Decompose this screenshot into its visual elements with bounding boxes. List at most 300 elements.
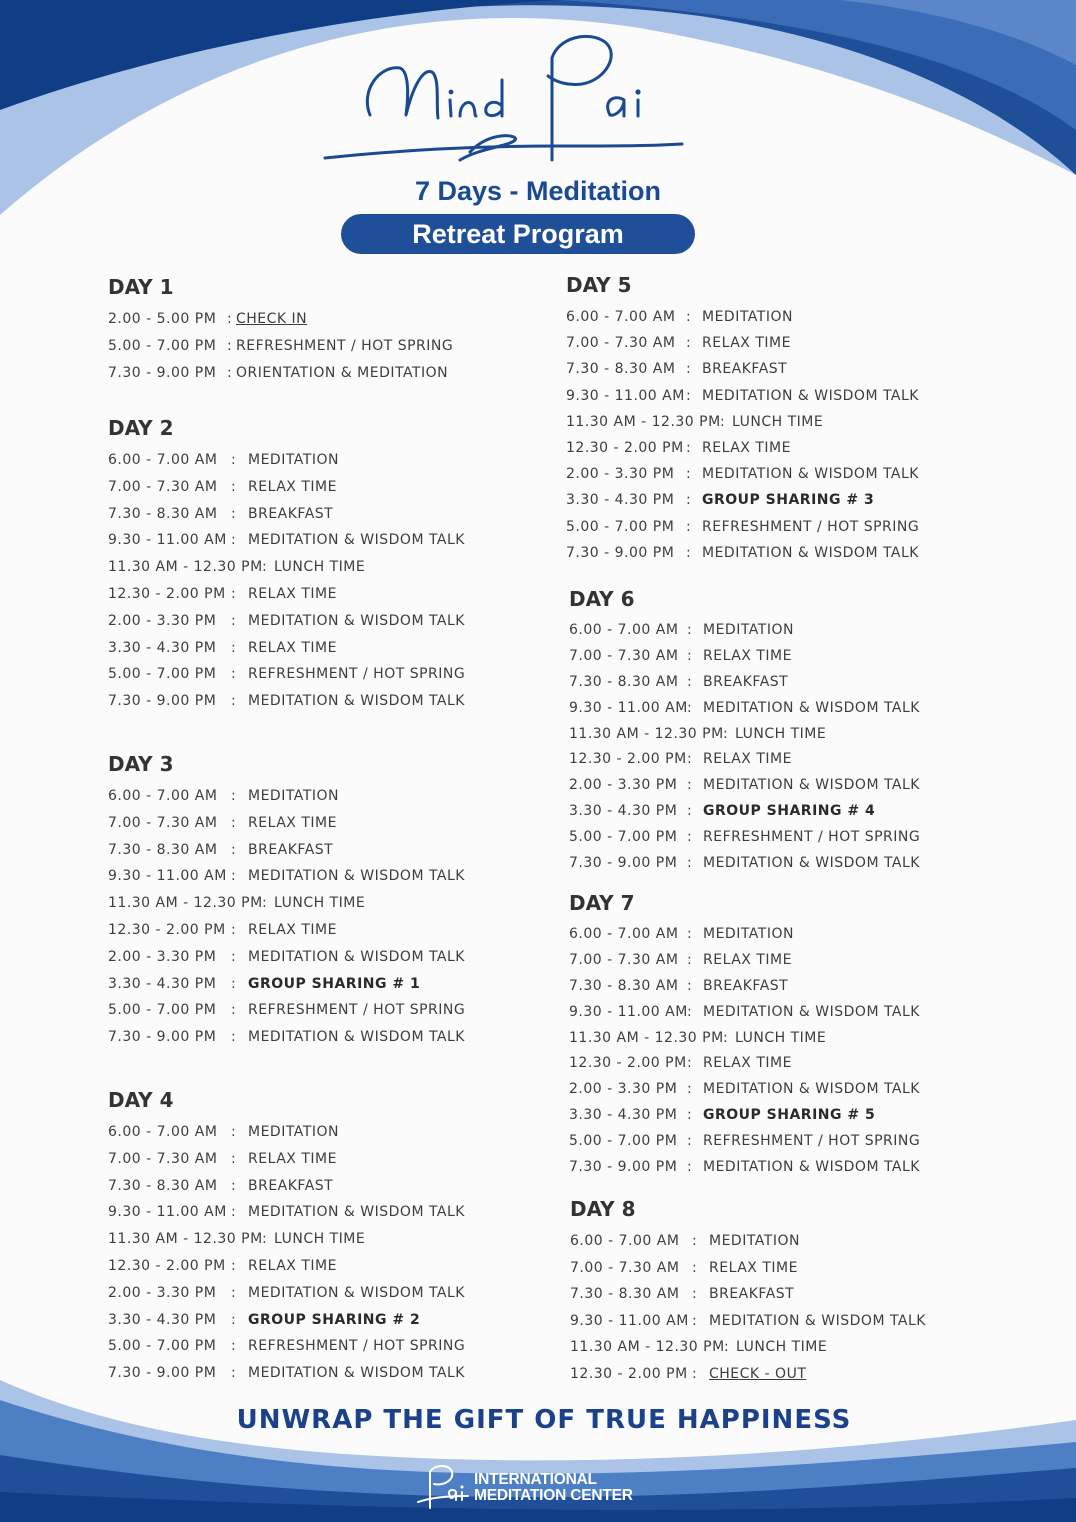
schedule-separator: : bbox=[231, 532, 237, 549]
schedule-time: 2.00 - 3.30 PM bbox=[569, 777, 678, 794]
schedule-activity: MEDITATION & WISDOM TALK bbox=[248, 948, 465, 965]
schedule-separator: : bbox=[687, 1081, 693, 1098]
schedule-separator: : bbox=[231, 788, 237, 804]
schedule-row bbox=[108, 447, 548, 474]
schedule-time: 9.30 - 11.00 AM bbox=[566, 387, 685, 404]
schedule-separator: : bbox=[687, 647, 693, 664]
schedule-separator: : bbox=[687, 926, 693, 942]
schedule-separator: : bbox=[692, 1259, 698, 1276]
schedule-time: 7.30 - 9.00 PM bbox=[108, 1029, 217, 1046]
pai-footer-logo-icon bbox=[416, 1462, 472, 1512]
schedule-row bbox=[569, 1103, 1009, 1129]
schedule-activity: RELAX TIME bbox=[703, 1055, 792, 1072]
schedule-activity: LUNCH TIME bbox=[736, 1339, 828, 1355]
schedule-activity: GROUP SHARING # 4 bbox=[703, 803, 876, 820]
schedule-separator: : bbox=[231, 1029, 237, 1046]
schedule-time: 5.00 - 7.00 PM bbox=[569, 829, 678, 846]
schedule-row bbox=[569, 1155, 1009, 1181]
schedule-row bbox=[566, 435, 1006, 461]
schedule-row bbox=[570, 1334, 1010, 1361]
schedule-time: 5.00 - 7.00 PM bbox=[569, 1133, 678, 1150]
schedule-activity: MEDITATION & WISDOM TALK bbox=[702, 387, 919, 404]
schedule-activity: MEDITATION bbox=[248, 452, 339, 468]
schedule-separator: : bbox=[687, 1159, 693, 1176]
schedule-activity: BREAKFAST bbox=[248, 1177, 334, 1194]
schedule-separator: : bbox=[692, 1312, 698, 1329]
schedule-activity: RELAX TIME bbox=[702, 439, 791, 456]
schedule-row bbox=[569, 747, 1009, 773]
schedule-separator: : bbox=[231, 868, 237, 885]
schedule-separator: : bbox=[686, 439, 692, 456]
schedule-row bbox=[570, 1281, 1010, 1308]
schedule-activity: BREAKFAST bbox=[248, 841, 334, 858]
schedule-time: 7.00 - 7.30 AM bbox=[108, 814, 218, 831]
schedule-separator: : bbox=[686, 387, 692, 404]
schedule-activity: MEDITATION & WISDOM TALK bbox=[703, 1159, 920, 1176]
schedule-separator: : bbox=[687, 803, 693, 820]
schedule-activity: REFRESHMENT / HOT SPRING bbox=[236, 337, 454, 354]
schedule-row bbox=[108, 474, 548, 501]
schedule-row bbox=[108, 1360, 548, 1387]
schedule-separator: : bbox=[687, 855, 693, 872]
schedule-activity: MEDITATION bbox=[702, 309, 793, 325]
schedule-separator: : bbox=[231, 814, 237, 831]
schedule-separator: : bbox=[231, 478, 237, 495]
schedule-time: 11.30 AM - 12.30 PM bbox=[108, 559, 263, 576]
schedule-separator: : bbox=[231, 639, 237, 656]
schedule-row bbox=[108, 306, 548, 333]
schedule-row bbox=[566, 330, 1006, 356]
schedule-separator: : bbox=[687, 622, 693, 638]
schedule-time: 12.30 - 2.00 PM bbox=[569, 751, 687, 768]
schedule-row bbox=[566, 514, 1006, 540]
schedule-time: 12.30 - 2.00 PM bbox=[570, 1365, 688, 1382]
schedule-activity: MEDITATION & WISDOM TALK bbox=[703, 1003, 920, 1020]
schedule-row bbox=[569, 1051, 1009, 1077]
schedule-row bbox=[569, 773, 1009, 799]
day-section bbox=[566, 270, 1006, 566]
day-title: DAY 5 bbox=[566, 273, 632, 297]
day-section bbox=[108, 749, 548, 1051]
schedule-separator: : bbox=[686, 361, 692, 378]
schedule-row bbox=[569, 825, 1009, 851]
schedule-separator: : bbox=[231, 1257, 237, 1274]
schedule-row bbox=[566, 383, 1006, 409]
schedule-time: 7.30 - 9.00 PM bbox=[108, 693, 217, 710]
schedule-row bbox=[108, 581, 548, 608]
schedule-activity: RELAX TIME bbox=[709, 1259, 798, 1276]
schedule-activity: RELAX TIME bbox=[702, 335, 791, 352]
program-title: 7 Days - Meditation bbox=[414, 176, 662, 206]
day-section bbox=[108, 1085, 548, 1387]
day-section bbox=[108, 413, 548, 715]
schedule-row bbox=[108, 1253, 548, 1280]
schedule-time: 11.30 AM - 12.30 PM bbox=[569, 725, 724, 742]
schedule-time: 6.00 - 7.00 AM bbox=[569, 622, 679, 638]
schedule-activity: MEDITATION & WISDOM TALK bbox=[703, 855, 920, 872]
schedule-activity: MEDITATION & WISDOM TALK bbox=[248, 1365, 465, 1382]
schedule-activity: RELAX TIME bbox=[248, 639, 337, 656]
day-title: DAY 8 bbox=[570, 1197, 636, 1221]
schedule-row bbox=[108, 810, 548, 837]
schedule-separator: : bbox=[687, 699, 693, 716]
schedule-time: 6.00 - 7.00 AM bbox=[570, 1233, 680, 1249]
schedule-time: 9.30 - 11.00 AM bbox=[108, 532, 227, 549]
schedule-row bbox=[569, 618, 1009, 644]
schedule-time: 11.30 AM - 12.30 PM bbox=[570, 1339, 725, 1355]
schedule-separator: : bbox=[231, 1124, 237, 1140]
schedule-separator: : bbox=[692, 1365, 698, 1382]
schedule-activity: LUNCH TIME bbox=[735, 1029, 827, 1046]
schedule-separator: : bbox=[687, 829, 693, 846]
schedule-activity: RELAX TIME bbox=[248, 814, 337, 831]
schedule-activity: MEDITATION & WISDOM TALK bbox=[248, 1204, 465, 1221]
schedule-row bbox=[570, 1361, 1010, 1388]
schedule-time: 7.00 - 7.30 AM bbox=[569, 647, 679, 664]
schedule-activity: BREAKFAST bbox=[248, 505, 334, 522]
schedule-row bbox=[566, 487, 1006, 513]
schedule-activity: BREAKFAST bbox=[703, 977, 789, 994]
schedule-separator: : bbox=[227, 311, 233, 327]
schedule-time: 2.00 - 3.30 PM bbox=[569, 1081, 678, 1098]
schedule-row bbox=[569, 696, 1009, 722]
schedule-time: 12.30 - 2.00 PM bbox=[108, 585, 226, 602]
schedule-separator: : bbox=[231, 1177, 237, 1194]
day-section bbox=[569, 584, 1009, 877]
schedule-time: 12.30 - 2.00 PM bbox=[108, 1257, 226, 1274]
schedule-separator: : bbox=[686, 309, 692, 325]
schedule-activity: REFRESHMENT / HOT SPRING bbox=[702, 518, 920, 535]
schedule-separator: : bbox=[231, 1365, 237, 1382]
schedule-separator: : bbox=[231, 1002, 237, 1019]
schedule-time: 11.30 AM - 12.30 PM bbox=[108, 1231, 263, 1248]
schedule-row bbox=[108, 890, 548, 917]
schedule-row bbox=[108, 1199, 548, 1226]
schedule-separator: : bbox=[686, 544, 692, 561]
schedule-separator: : bbox=[724, 1339, 730, 1355]
day-section bbox=[108, 272, 548, 386]
schedule-row bbox=[569, 948, 1009, 974]
schedule-time: 5.00 - 7.00 PM bbox=[108, 337, 217, 354]
day-title: DAY 1 bbox=[108, 275, 174, 299]
footer-org bbox=[416, 1462, 656, 1512]
schedule-row bbox=[108, 1333, 548, 1360]
schedule-activity: MEDITATION & WISDOM TALK bbox=[248, 612, 465, 629]
schedule-row bbox=[108, 1173, 548, 1200]
schedule-activity: CHECK IN bbox=[236, 311, 308, 327]
schedule-separator: : bbox=[231, 585, 237, 602]
schedule-activity: CHECK - OUT bbox=[709, 1365, 807, 1382]
schedule-activity: RELAX TIME bbox=[248, 478, 337, 495]
schedule-separator: : bbox=[723, 1029, 729, 1046]
schedule-activity: REFRESHMENT / HOT SPRING bbox=[703, 829, 921, 846]
schedule-separator: : bbox=[231, 693, 237, 710]
tagline: UNWRAP THE GIFT OF TRUE HAPPINESS bbox=[236, 1405, 852, 1435]
schedule-separator: : bbox=[687, 977, 693, 994]
schedule-row bbox=[570, 1308, 1010, 1335]
schedule-row bbox=[108, 1307, 548, 1334]
schedule-separator: : bbox=[687, 1133, 693, 1150]
schedule-time: 12.30 - 2.00 PM bbox=[566, 439, 684, 456]
schedule-row bbox=[108, 501, 548, 528]
schedule-time: 7.30 - 9.00 PM bbox=[108, 1365, 217, 1382]
schedule-row bbox=[566, 409, 1006, 435]
schedule-row bbox=[108, 971, 548, 998]
schedule-row bbox=[569, 1129, 1009, 1155]
schedule-separator: : bbox=[687, 1003, 693, 1020]
schedule-time: 7.00 - 7.30 AM bbox=[108, 1150, 218, 1167]
schedule-row bbox=[569, 851, 1009, 877]
schedule-row bbox=[108, 863, 548, 890]
schedule-time: 3.30 - 4.30 PM bbox=[569, 803, 678, 820]
schedule-activity: BREAKFAST bbox=[702, 361, 788, 378]
schedule-time: 7.00 - 7.30 AM bbox=[570, 1259, 680, 1276]
schedule-time: 2.00 - 3.30 PM bbox=[108, 948, 217, 965]
schedule-separator: : bbox=[687, 777, 693, 794]
schedule-time: 2.00 - 3.30 PM bbox=[566, 466, 675, 483]
schedule-separator: : bbox=[686, 335, 692, 352]
schedule-activity: LUNCH TIME bbox=[732, 413, 824, 430]
schedule-activity: GROUP SHARING # 5 bbox=[703, 1107, 876, 1124]
schedule-activity: MEDITATION bbox=[703, 622, 794, 638]
schedule-time: 6.00 - 7.00 AM bbox=[566, 309, 676, 325]
schedule-separator: : bbox=[262, 895, 268, 912]
schedule-separator: : bbox=[231, 452, 237, 468]
schedule-activity: MEDITATION & WISDOM TALK bbox=[248, 868, 465, 885]
schedule-activity: MEDITATION & WISDOM TALK bbox=[248, 532, 465, 549]
schedule-separator: : bbox=[686, 518, 692, 535]
schedule-row bbox=[569, 799, 1009, 825]
schedule-separator: : bbox=[227, 337, 233, 354]
schedule-activity: MEDITATION bbox=[709, 1233, 800, 1249]
schedule-row bbox=[108, 635, 548, 662]
schedule-separator: : bbox=[692, 1233, 698, 1249]
schedule-time: 2.00 - 3.30 PM bbox=[108, 1284, 217, 1301]
schedule-activity: RELAX TIME bbox=[248, 921, 337, 938]
schedule-time: 3.30 - 4.30 PM bbox=[108, 1311, 217, 1328]
schedule-time: 7.30 - 8.30 AM bbox=[108, 841, 218, 858]
schedule-row bbox=[569, 670, 1009, 696]
schedule-row bbox=[108, 944, 548, 971]
schedule-time: 5.00 - 7.00 PM bbox=[108, 1002, 217, 1019]
day-section bbox=[570, 1194, 1010, 1387]
schedule-time: 7.30 - 8.30 AM bbox=[570, 1286, 680, 1302]
schedule-activity: BREAKFAST bbox=[709, 1286, 795, 1302]
schedule-separator: : bbox=[686, 466, 692, 483]
schedule-separator: : bbox=[231, 612, 237, 629]
schedule-row bbox=[569, 722, 1009, 748]
schedule-row bbox=[108, 333, 548, 360]
schedule-separator: : bbox=[231, 1284, 237, 1301]
schedule-row bbox=[108, 1280, 548, 1307]
schedule-activity: LUNCH TIME bbox=[735, 725, 827, 742]
schedule-activity: MEDITATION bbox=[248, 788, 339, 804]
schedule-time: 7.30 - 9.00 PM bbox=[566, 544, 675, 561]
schedule-activity: RELAX TIME bbox=[703, 951, 792, 968]
schedule-time: 9.30 - 11.00 AM bbox=[108, 1204, 227, 1221]
schedule-activity: LUNCH TIME bbox=[274, 895, 366, 912]
schedule-row bbox=[108, 837, 548, 864]
schedule-activity: MEDITATION & WISDOM TALK bbox=[702, 466, 919, 483]
schedule-separator: : bbox=[231, 1311, 237, 1328]
schedule-row bbox=[569, 974, 1009, 1000]
day-section bbox=[569, 888, 1009, 1181]
schedule-activity: MEDITATION bbox=[703, 926, 794, 942]
schedule-separator: : bbox=[231, 921, 237, 938]
schedule-row bbox=[108, 783, 548, 810]
schedule-separator: : bbox=[231, 505, 237, 522]
schedule-time: 7.30 - 8.30 AM bbox=[569, 673, 679, 690]
schedule-row bbox=[108, 1024, 548, 1051]
schedule-time: 7.30 - 8.30 AM bbox=[569, 977, 679, 994]
schedule-time: 2.00 - 5.00 PM bbox=[108, 311, 217, 327]
schedule-time: 11.30 AM - 12.30 PM bbox=[108, 895, 263, 912]
program-subtitle-pill: Retreat Program bbox=[341, 214, 695, 254]
schedule-separator: : bbox=[231, 1204, 237, 1221]
schedule-time: 6.00 - 7.00 AM bbox=[108, 452, 218, 468]
schedule-separator: : bbox=[720, 413, 726, 430]
schedule-separator: : bbox=[687, 673, 693, 690]
day-title: DAY 7 bbox=[569, 891, 635, 915]
schedule-activity: MEDITATION & WISDOM TALK bbox=[703, 1081, 920, 1098]
schedule-separator: : bbox=[231, 1150, 237, 1167]
schedule-time: 9.30 - 11.00 AM bbox=[569, 699, 688, 716]
schedule-time: 7.00 - 7.30 AM bbox=[108, 478, 218, 495]
day-title: DAY 4 bbox=[108, 1088, 174, 1112]
schedule-time: 5.00 - 7.00 PM bbox=[108, 666, 217, 683]
schedule-time: 7.30 - 9.00 PM bbox=[108, 364, 217, 381]
schedule-activity: RELAX TIME bbox=[703, 751, 792, 768]
schedule-time: 9.30 - 11.00 AM bbox=[569, 1003, 688, 1020]
schedule-time: 5.00 - 7.00 PM bbox=[108, 1338, 217, 1355]
schedule-time: 3.30 - 4.30 PM bbox=[108, 975, 217, 992]
schedule-activity: BREAKFAST bbox=[703, 673, 789, 690]
schedule-row bbox=[566, 304, 1006, 330]
schedule-time: 6.00 - 7.00 AM bbox=[569, 926, 679, 942]
schedule-activity: MEDITATION & WISDOM TALK bbox=[702, 544, 919, 561]
schedule-separator: : bbox=[231, 1338, 237, 1355]
schedule-time: 7.30 - 9.00 PM bbox=[569, 855, 678, 872]
schedule-time: 7.00 - 7.30 AM bbox=[569, 951, 679, 968]
schedule-activity: REFRESHMENT / HOT SPRING bbox=[248, 1002, 466, 1019]
schedule-separator: : bbox=[723, 725, 729, 742]
schedule-time: 9.30 - 11.00 AM bbox=[108, 868, 227, 885]
schedule-activity: MEDITATION bbox=[248, 1124, 339, 1140]
footer-org-line2: MEDITATION CENTER bbox=[474, 1487, 633, 1504]
schedule-separator: : bbox=[262, 1231, 268, 1248]
schedule-row bbox=[108, 661, 548, 688]
schedule-time: 9.30 - 11.00 AM bbox=[570, 1312, 689, 1329]
schedule-activity: MEDITATION & WISDOM TALK bbox=[703, 777, 920, 794]
schedule-row bbox=[108, 1226, 548, 1253]
schedule-activity: REFRESHMENT / HOT SPRING bbox=[703, 1133, 921, 1150]
schedule-separator: : bbox=[231, 666, 237, 683]
day-title: DAY 3 bbox=[108, 752, 174, 776]
schedule-activity: MEDITATION & WISDOM TALK bbox=[248, 1029, 465, 1046]
schedule-time: 3.30 - 4.30 PM bbox=[569, 1107, 678, 1124]
schedule-row bbox=[570, 1228, 1010, 1255]
schedule-time: 2.00 - 3.30 PM bbox=[108, 612, 217, 629]
schedule-separator: : bbox=[231, 975, 237, 992]
schedule-activity: RELAX TIME bbox=[703, 647, 792, 664]
schedule-row bbox=[108, 554, 548, 581]
schedule-activity: GROUP SHARING # 1 bbox=[248, 975, 421, 992]
schedule-activity: ORIENTATION & MEDITATION bbox=[236, 364, 449, 381]
schedule-activity: RELAX TIME bbox=[248, 585, 337, 602]
schedule-time: 7.30 - 9.00 PM bbox=[569, 1159, 678, 1176]
schedule-time: 7.30 - 8.30 AM bbox=[108, 505, 218, 522]
schedule-row bbox=[566, 540, 1006, 566]
schedule-separator: : bbox=[686, 492, 692, 509]
schedule-separator: : bbox=[262, 559, 268, 576]
schedule-activity: MEDITATION & WISDOM TALK bbox=[248, 693, 465, 710]
schedule-row bbox=[108, 527, 548, 554]
schedule-time: 3.30 - 4.30 PM bbox=[108, 639, 217, 656]
schedule-activity: RELAX TIME bbox=[248, 1257, 337, 1274]
schedule-separator: : bbox=[692, 1286, 698, 1302]
schedule-time: 7.30 - 8.30 AM bbox=[566, 361, 676, 378]
schedule-row bbox=[108, 608, 548, 635]
schedule-activity: MEDITATION & WISDOM TALK bbox=[703, 699, 920, 716]
schedule-separator: : bbox=[687, 1107, 693, 1124]
schedule-row bbox=[569, 1026, 1009, 1052]
schedule-row bbox=[108, 997, 548, 1024]
schedule-activity: REFRESHMENT / HOT SPRING bbox=[248, 666, 466, 683]
schedule-row bbox=[108, 917, 548, 944]
schedule-activity: RELAX TIME bbox=[248, 1150, 337, 1167]
schedule-row bbox=[108, 1146, 548, 1173]
schedule-activity: LUNCH TIME bbox=[274, 559, 366, 576]
schedule-time: 7.30 - 8.30 AM bbox=[108, 1177, 218, 1194]
schedule-row bbox=[569, 922, 1009, 948]
schedule-time: 11.30 AM - 12.30 PM bbox=[566, 413, 721, 430]
schedule-separator: : bbox=[231, 948, 237, 965]
schedule-time: 3.30 - 4.30 PM bbox=[566, 492, 675, 509]
schedule-separator: : bbox=[227, 364, 233, 381]
day-title: DAY 6 bbox=[569, 587, 635, 611]
schedule-row bbox=[108, 360, 548, 387]
schedule-row bbox=[108, 688, 548, 715]
schedule-row bbox=[566, 461, 1006, 487]
schedule-separator: : bbox=[687, 1055, 693, 1072]
schedule-time: 11.30 AM - 12.30 PM bbox=[569, 1029, 724, 1046]
footer-org-name bbox=[474, 1472, 633, 1504]
schedule-activity: REFRESHMENT / HOT SPRING bbox=[248, 1338, 466, 1355]
schedule-time: 5.00 - 7.00 PM bbox=[566, 518, 675, 535]
schedule-row bbox=[569, 644, 1009, 670]
schedule-activity: GROUP SHARING # 2 bbox=[248, 1311, 421, 1328]
schedule-time: 6.00 - 7.00 AM bbox=[108, 1124, 218, 1140]
schedule-row bbox=[108, 1119, 548, 1146]
schedule-activity: MEDITATION & WISDOM TALK bbox=[248, 1284, 465, 1301]
schedule-separator: : bbox=[687, 751, 693, 768]
schedule-time: 12.30 - 2.00 PM bbox=[108, 921, 226, 938]
schedule-row bbox=[569, 1000, 1009, 1026]
day-title: DAY 2 bbox=[108, 416, 174, 440]
schedule-row bbox=[569, 1077, 1009, 1103]
schedule-row bbox=[570, 1255, 1010, 1282]
schedule-time: 12.30 - 2.00 PM bbox=[569, 1055, 687, 1072]
schedule-activity: MEDITATION & WISDOM TALK bbox=[709, 1312, 926, 1329]
schedule-row bbox=[566, 356, 1006, 382]
schedule-separator: : bbox=[231, 841, 237, 858]
mindpai-logo bbox=[320, 20, 690, 170]
footer-org-line1: INTERNATIONAL bbox=[474, 1471, 597, 1488]
schedule-time: 7.00 - 7.30 AM bbox=[566, 335, 676, 352]
schedule-separator: : bbox=[687, 951, 693, 968]
schedule-activity: LUNCH TIME bbox=[274, 1231, 366, 1248]
schedule-time: 6.00 - 7.00 AM bbox=[108, 788, 218, 804]
